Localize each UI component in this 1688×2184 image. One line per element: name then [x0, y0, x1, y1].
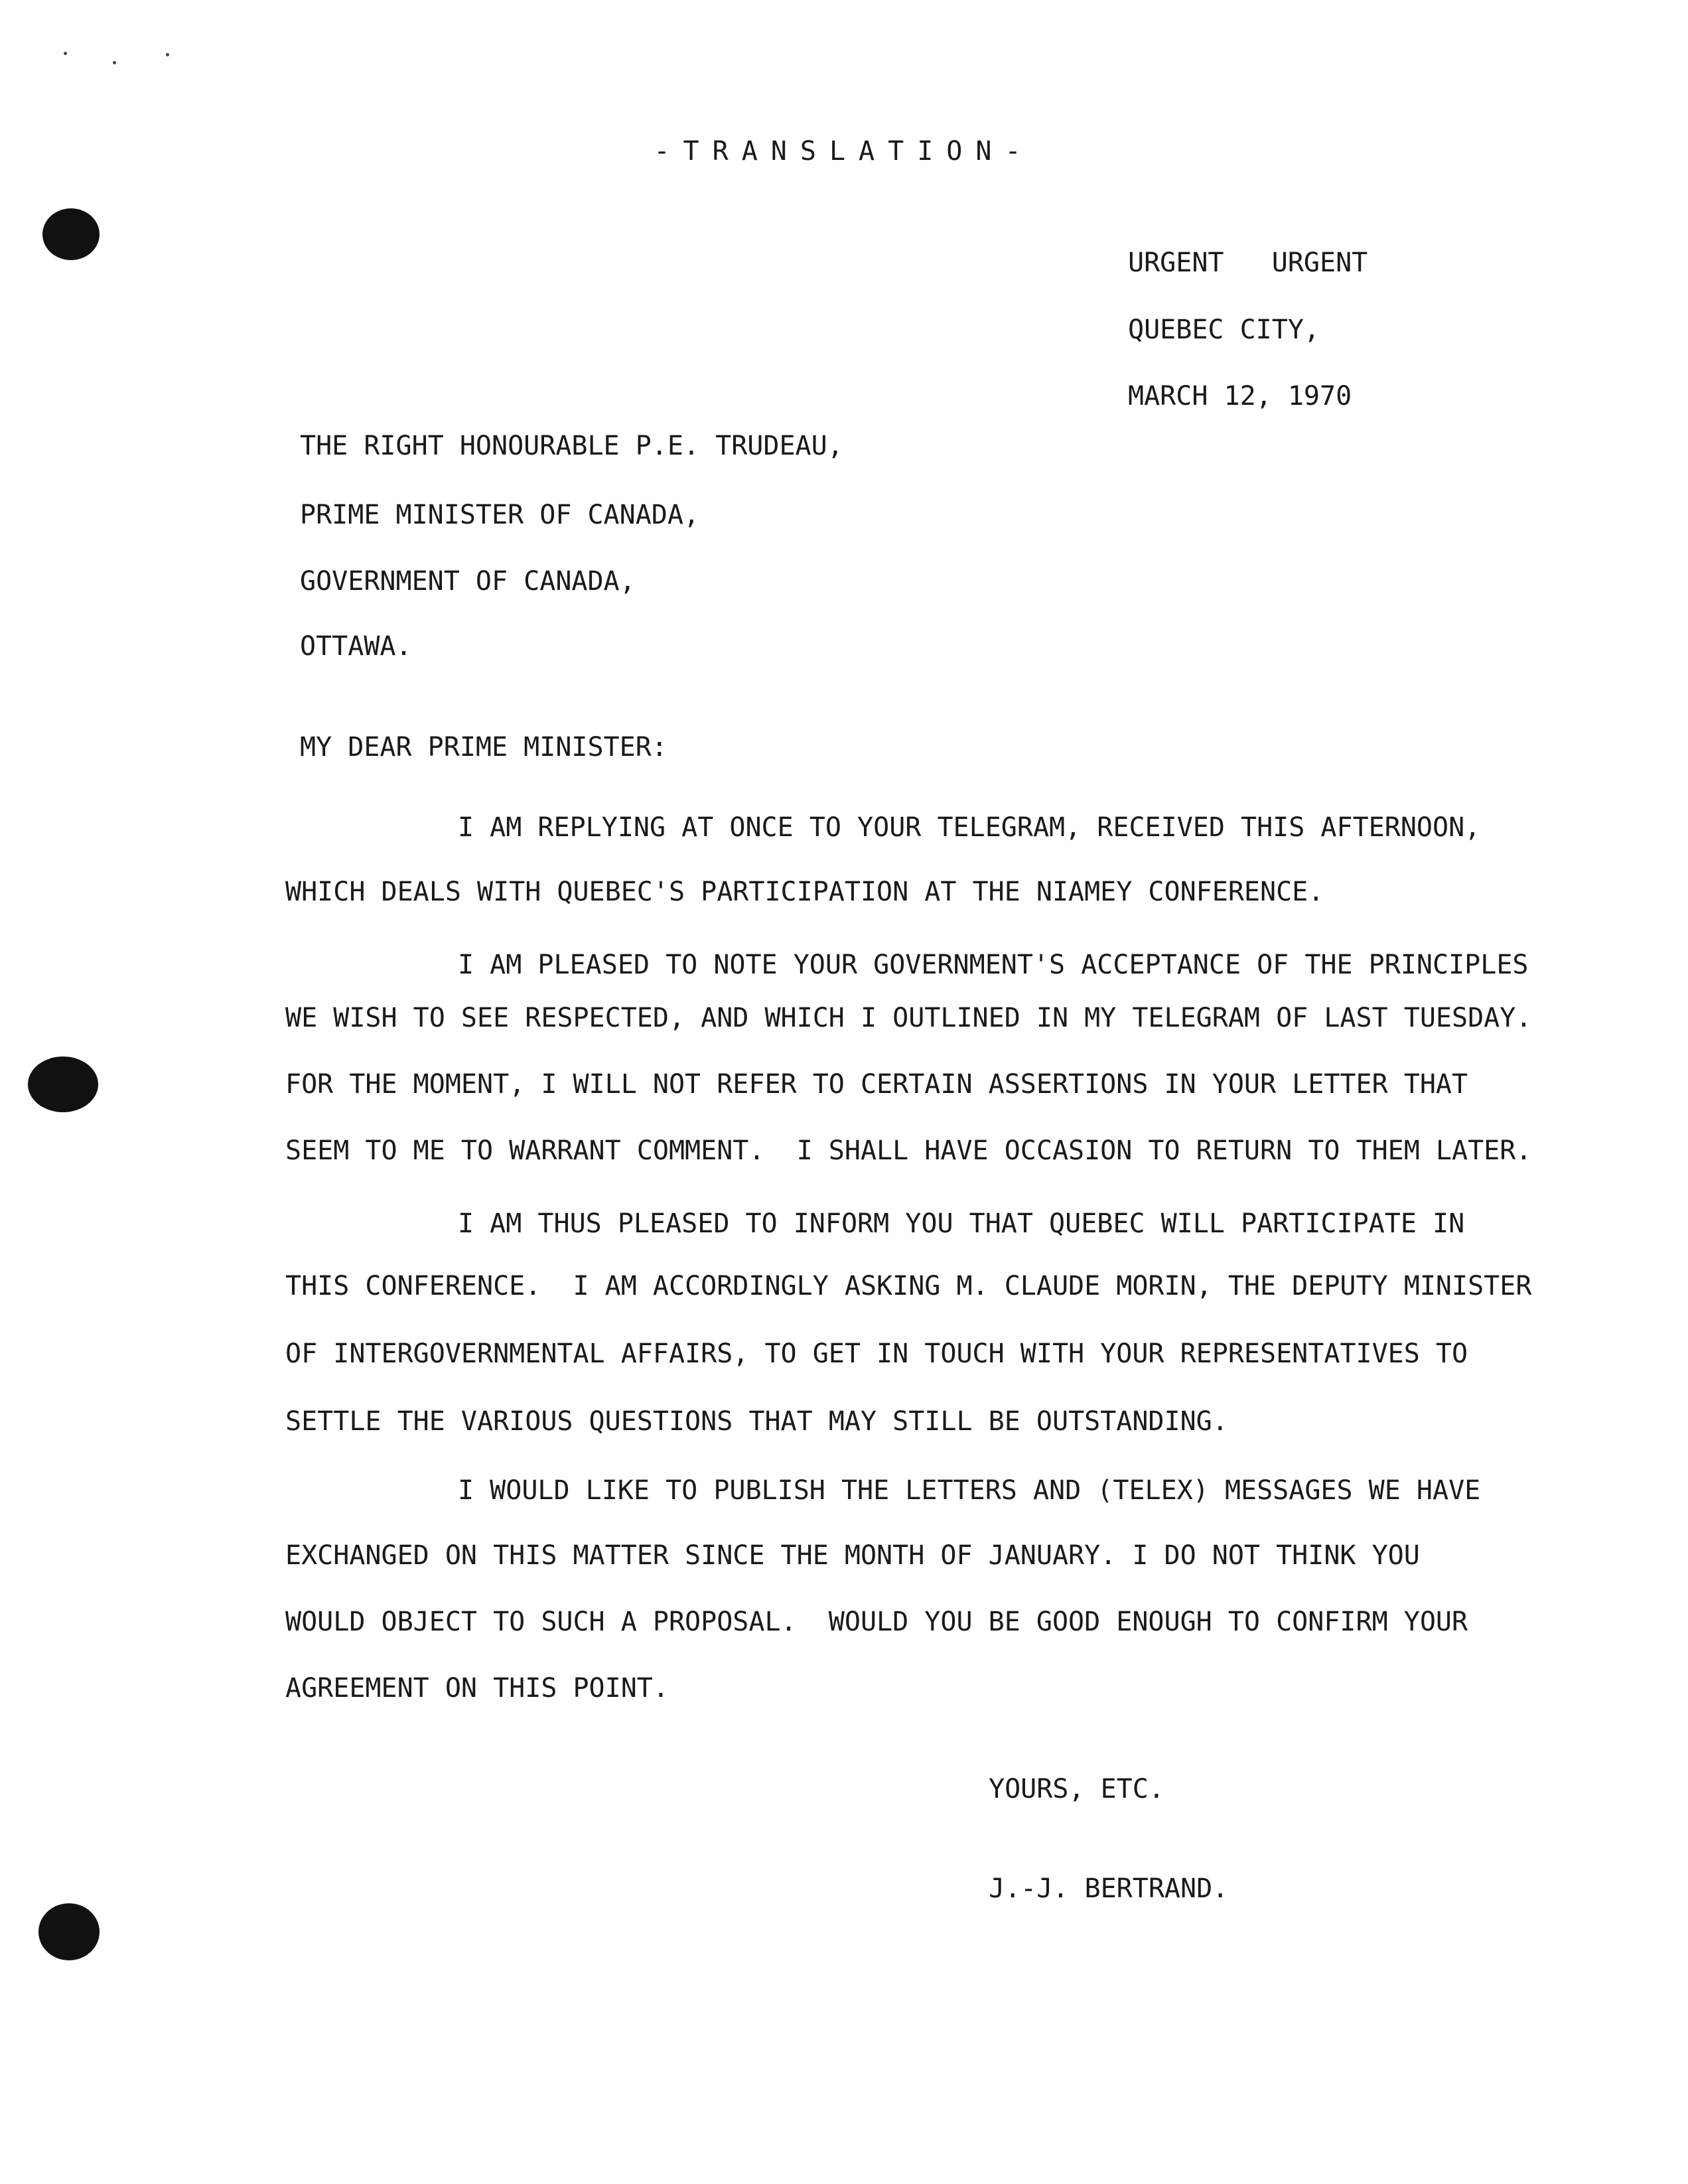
- body-line: WE WISH TO SEE RESPECTED, AND WHICH I OUTLINED IN MY TELEGRAM OF LAST TUESDAY.: [285, 1003, 1532, 1033]
- punch-hole-middle: [28, 1056, 98, 1112]
- body-line: THIS CONFERENCE. I AM ACCORDINGLY ASKING M. CLAUDE MORIN, THE DEPUTY MINISTER: [285, 1271, 1532, 1301]
- body-line: I AM THUS PLEASED TO INFORM YOU THAT QUEBEC WILL PARTICIPATE IN: [458, 1208, 1465, 1239]
- salutation: MY DEAR PRIME MINISTER:: [300, 732, 668, 763]
- place-line: QUEBEC CITY,: [1128, 315, 1320, 345]
- punch-hole-top: [42, 208, 100, 260]
- date-line: MARCH 12, 1970: [1128, 381, 1352, 411]
- addressee-line: OTTAWA.: [300, 631, 412, 662]
- body-line: EXCHANGED ON THIS MATTER SINCE THE MONTH OF JANUARY. I DO NOT THINK YOU: [285, 1540, 1420, 1571]
- addressee-line: GOVERNMENT OF CANADA,: [300, 566, 636, 597]
- punch-hole-bottom: [38, 1903, 100, 1960]
- body-line: WOULD OBJECT TO SUCH A PROPOSAL. WOULD YOU BE GOOD ENOUGH TO CONFIRM YOUR: [285, 1607, 1468, 1637]
- body-line: AGREEMENT ON THIS POINT.: [285, 1673, 669, 1704]
- body-line: SEEM TO ME TO WARRANT COMMENT. I SHALL HAVE OCCASION TO RETURN TO THEM LATER.: [285, 1135, 1532, 1166]
- body-line: OF INTERGOVERNMENTAL AFFAIRS, TO GET IN TOUCH WITH YOUR REPRESENTATIVES TO: [285, 1339, 1468, 1369]
- body-line: SETTLE THE VARIOUS QUESTIONS THAT MAY STILL BE OUTSTANDING.: [285, 1406, 1228, 1437]
- closing: YOURS, ETC.: [989, 1774, 1164, 1804]
- scan-speck: [113, 61, 116, 64]
- body-line: I AM REPLYING AT ONCE TO YOUR TELEGRAM, RECEIVED THIS AFTERNOON,: [458, 812, 1481, 843]
- addressee-line: THE RIGHT HONOURABLE P.E. TRUDEAU,: [300, 431, 843, 461]
- body-line: WHICH DEALS WITH QUEBEC'S PARTICIPATION AT THE NIAMEY CONFERENCE.: [285, 877, 1324, 907]
- body-line: I AM PLEASED TO NOTE YOUR GOVERNMENT'S ACCEPTANCE OF THE PRINCIPLES: [458, 950, 1529, 980]
- urgency-line: URGENT URGENT: [1128, 248, 1368, 278]
- document-title: -TRANSLATION-: [654, 136, 1034, 167]
- signature: J.-J. BERTRAND.: [989, 1873, 1229, 1904]
- scan-speck: [166, 53, 169, 56]
- addressee-line: PRIME MINISTER OF CANADA,: [300, 500, 700, 530]
- scan-speck: [64, 52, 67, 55]
- body-line: I WOULD LIKE TO PUBLISH THE LETTERS AND (TELEX) MESSAGES WE HAVE: [458, 1475, 1481, 1506]
- body-line: FOR THE MOMENT, I WILL NOT REFER TO CERTAIN ASSERTIONS IN YOUR LETTER THAT: [285, 1069, 1468, 1100]
